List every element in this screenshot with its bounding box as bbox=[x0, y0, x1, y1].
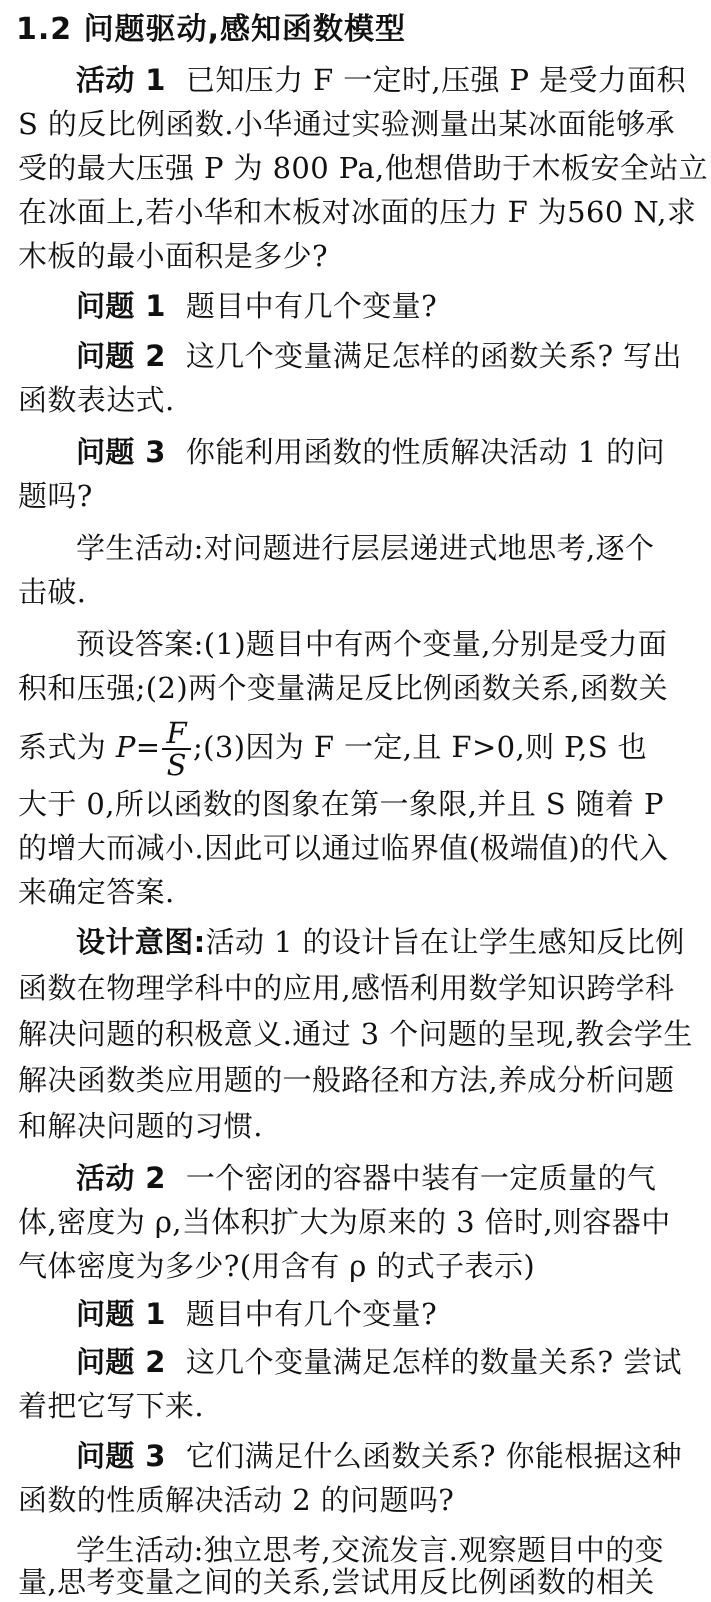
a1-answer-formula-line bbox=[18, 718, 698, 780]
question-text: 题目中有几个变量? bbox=[185, 1297, 438, 1331]
a1-answer-line: 大于 0,所以函数的图象在第一象限,并且 S 随着 P bbox=[18, 787, 664, 821]
a1-answer-line: 的增大而减小.因此可以通过临界值(极端值)的代入 bbox=[18, 831, 669, 865]
a1-answer-line: 积和压强;(2)两个变量满足反比例函数关系,函数关 bbox=[18, 671, 669, 705]
activity1-text-line: 在冰面上,若小华和木板对冰面的压力 F 为560 N,求 bbox=[18, 195, 697, 229]
question-text: 这几个变量满足怎样的函数关系? 写出 bbox=[185, 339, 682, 373]
activity2-text-line: 体,密度为 ρ,当体积扩大为原来的 3 倍时,则容器中 bbox=[18, 1205, 671, 1239]
fraction-denominator: S bbox=[166, 748, 187, 782]
fraction-numerator: F bbox=[162, 718, 191, 750]
activity2-text-line: 一个密闭的容器中装有一定质量的气 bbox=[185, 1161, 657, 1195]
a1-question-1 bbox=[76, 286, 696, 326]
activity2-label: 活动 2 bbox=[76, 1161, 166, 1195]
activity2-text-line: 气体密度为多少?(用含有 ρ 的式子表示) bbox=[18, 1249, 536, 1283]
a1-answer-line: 预设答案:(1)题目中有两个变量,分别是受力面 bbox=[76, 627, 668, 661]
question-continuation: 题吗? bbox=[18, 479, 93, 513]
question-continuation: 着把它写下来. bbox=[18, 1389, 205, 1423]
design-intent-text: 函数在物理学科中的应用,感悟利用数学知识跨学科 bbox=[18, 971, 675, 1005]
a1-answer-line: 来确定答案. bbox=[18, 875, 175, 909]
design-intent-first-line bbox=[76, 922, 696, 962]
question-label: 问题 2 bbox=[76, 339, 166, 373]
a1-question-2 bbox=[76, 336, 696, 376]
design-intent-label: 设计意图: bbox=[76, 925, 206, 959]
activity1-label: 活动 1 bbox=[76, 63, 166, 97]
question-label: 问题 3 bbox=[76, 1439, 166, 1473]
a2-student-activity: 学生活动:独立思考,交流发言.观察题目中的变 bbox=[76, 1533, 665, 1567]
formula-fraction bbox=[162, 718, 191, 780]
design-intent-text: 和解决问题的习惯. bbox=[18, 1109, 263, 1143]
design-intent-text: 解决函数类应用题的一般路径和方法,养成分析问题 bbox=[18, 1063, 675, 1097]
answer-text: 系式为 bbox=[18, 730, 116, 764]
question-text: 这几个变量满足怎样的数量关系? 尝试 bbox=[185, 1345, 682, 1379]
answer-text: ;(3)因为 F 一定,且 F>0,则 P,S 也 bbox=[192, 730, 648, 764]
question-label: 问题 1 bbox=[76, 289, 166, 323]
question-text: 它们满足什么函数关系? 你能根据这种 bbox=[185, 1439, 682, 1473]
a1-question-3 bbox=[76, 432, 696, 472]
question-label: 问题 2 bbox=[76, 1345, 166, 1379]
question-text: 你能利用函数的性质解决活动 1 的问 bbox=[185, 435, 665, 469]
design-intent-text: 解决问题的积极意义.通过 3 个问题的呈现,教会学生 bbox=[18, 1017, 693, 1051]
question-label: 问题 1 bbox=[76, 1297, 166, 1331]
activity1-text-line: 受的最大压强 P 为 800 Pa,他想借助于木板安全站立 bbox=[18, 151, 709, 185]
a2-student-activity-cont: 量,思考变量之间的关系,尝试用反比例函数的相关 bbox=[18, 1565, 655, 1599]
question-continuation: 函数表达式. bbox=[18, 383, 175, 417]
section-heading: 1.2 问题驱动,感知函数模型 bbox=[16, 12, 406, 47]
design-intent-text: 活动 1 的设计旨在让学生感知反比例 bbox=[205, 925, 685, 959]
question-text: 题目中有几个变量? bbox=[185, 289, 438, 323]
question-continuation: 函数的性质解决活动 2 的问题吗? bbox=[18, 1483, 455, 1517]
activity1-text-line: S 的反比例函数.小华通过实验测量出某冰面能够承 bbox=[18, 107, 675, 141]
activity1-text-line: 木板的最小面积是多少? bbox=[18, 239, 328, 273]
a1-student-activity: 学生活动:对问题进行层层递进式地思考,逐个 bbox=[76, 531, 655, 565]
a2-question-3 bbox=[76, 1436, 696, 1476]
activity2-first-line bbox=[76, 1158, 696, 1198]
question-label: 问题 3 bbox=[76, 435, 166, 469]
a1-student-activity-cont: 击破. bbox=[18, 575, 87, 609]
activity1-text-line: 已知压力 F 一定时,压强 P 是受力面积 bbox=[185, 63, 687, 97]
activity1-first-line bbox=[76, 60, 696, 100]
a2-question-2 bbox=[76, 1342, 696, 1382]
formula-lhs: P= bbox=[115, 730, 161, 764]
a2-question-1 bbox=[76, 1294, 696, 1334]
